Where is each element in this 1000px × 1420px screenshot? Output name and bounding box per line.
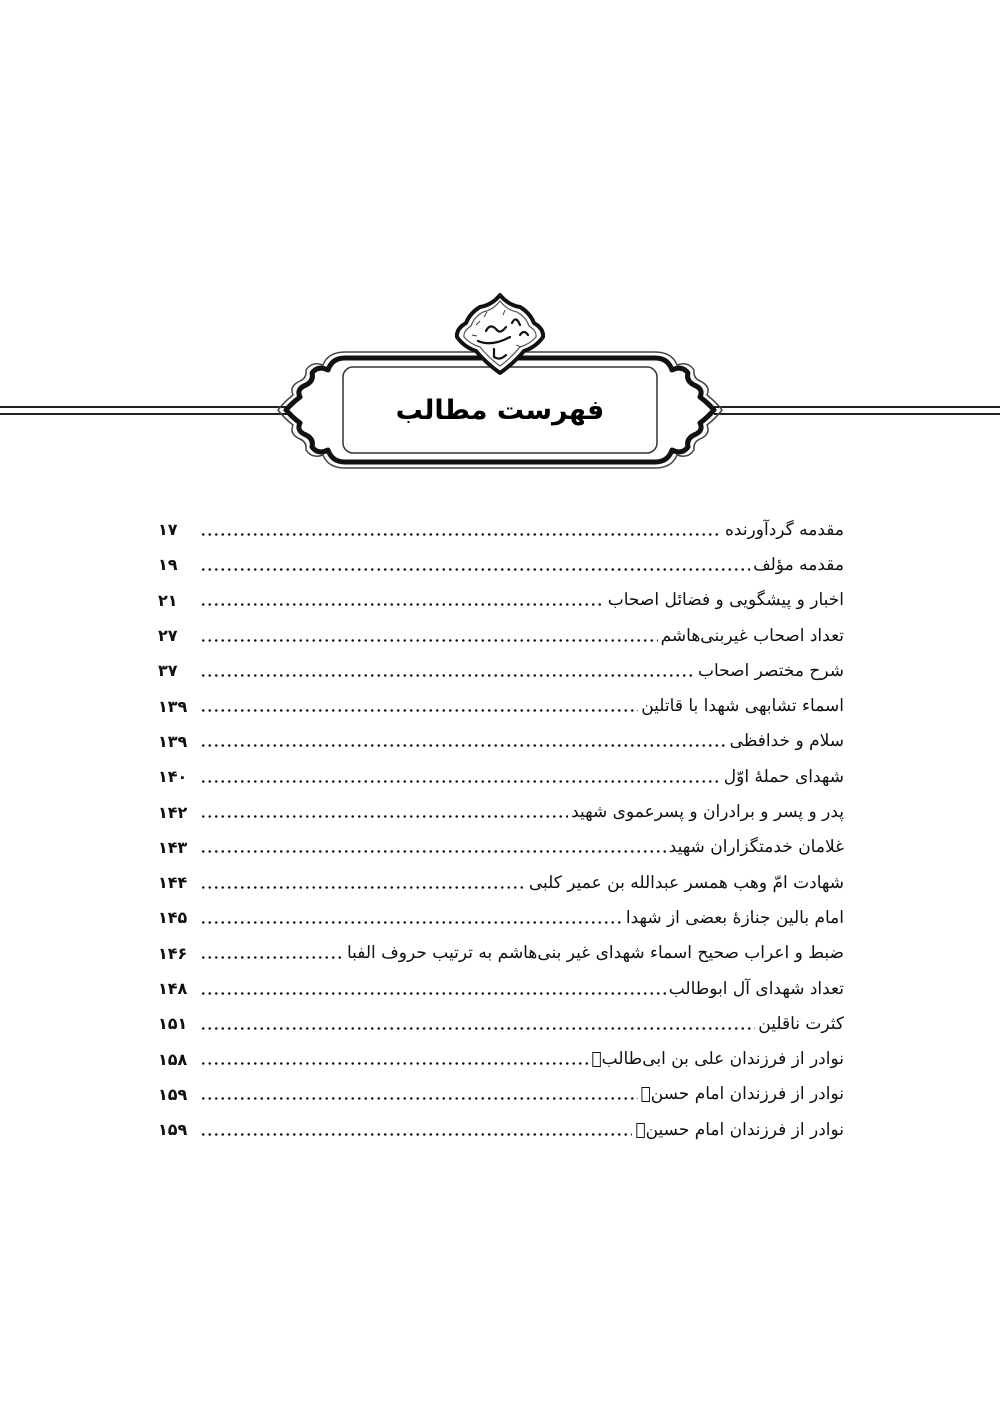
dot-leader bbox=[200, 626, 658, 646]
toc-entry-title: اسماء تشابهی شهدا با قاتلین bbox=[641, 696, 844, 717]
toc-entry[interactable] bbox=[158, 724, 844, 759]
toc-entry-title: نوادر از فرزندان علی بن ابی‌طالب﷣ bbox=[591, 1049, 844, 1070]
toc-entry[interactable] bbox=[158, 688, 844, 723]
toc-entry-title: غلامان خدمتگزاران شهید bbox=[668, 837, 844, 858]
dot-leader bbox=[200, 873, 526, 893]
page-title: فهرست مطالب bbox=[395, 395, 605, 426]
toc-entry-page-number: ۱۷ bbox=[158, 520, 178, 540]
toc-entry-page-number: ۱۴۵ bbox=[158, 908, 188, 928]
dot-leader bbox=[200, 1120, 632, 1140]
dot-leader bbox=[200, 696, 638, 716]
toc-entry-page-number: ۱۹ bbox=[158, 555, 178, 575]
toc-entry-title: سلام و خدافظی bbox=[729, 731, 844, 752]
title-cartouche bbox=[0, 285, 1000, 495]
toc-entry-page-number: ۱۴۸ bbox=[158, 979, 188, 998]
toc-entry-title: مقدمه مؤلف bbox=[753, 554, 844, 575]
dot-leader bbox=[200, 590, 605, 610]
table-of-contents bbox=[158, 512, 844, 1147]
dot-leader bbox=[200, 520, 722, 540]
toc-entry[interactable] bbox=[158, 1041, 844, 1076]
toc-entry-page-number: ۱۵۹ bbox=[158, 1120, 188, 1140]
dot-leader bbox=[200, 767, 721, 787]
toc-entry-page-number: ۱۴۲ bbox=[158, 802, 188, 822]
toc-entry-title: پدر و پسر و برادران و پسرعموی شهید bbox=[571, 802, 844, 823]
toc-entry[interactable] bbox=[158, 653, 844, 688]
toc-entry[interactable] bbox=[158, 1112, 844, 1147]
toc-entry-page-number: ۱۵۸ bbox=[158, 1049, 188, 1069]
toc-entry-title: تعداد شهدای آل ابوطالب bbox=[668, 978, 844, 999]
toc-entry-page-number: ۱۴۳ bbox=[158, 837, 188, 857]
toc-entry-title: شهدای حملهٔ اوّل bbox=[723, 766, 844, 787]
dot-leader bbox=[200, 731, 727, 751]
toc-entry-title: شرح مختصر اصحاب bbox=[697, 660, 844, 681]
cartouche-frame-graphic bbox=[0, 285, 1000, 495]
dot-leader bbox=[200, 943, 344, 963]
toc-entry-page-number: ۲۷ bbox=[158, 626, 178, 646]
toc-entry-title: نوادر از فرزندان امام حسین﷣ bbox=[635, 1119, 844, 1140]
toc-entry[interactable] bbox=[158, 830, 844, 865]
toc-entry-page-number: ۱۴۴ bbox=[158, 873, 188, 893]
toc-entry-title: امام بالین جنازهٔ بعضی از شهدا bbox=[625, 907, 844, 928]
toc-entry-title: ضبط و اعراب صحیح اسماء شهدای غیر بنی‌هاشم به ترتیب حروف الفبا bbox=[346, 943, 844, 964]
toc-entry[interactable] bbox=[158, 512, 844, 547]
toc-entry-title: کثرت ناقلین bbox=[758, 1013, 844, 1034]
toc-entry-page-number: ۱۳۹ bbox=[158, 731, 188, 751]
toc-entry-page-number: ۱۳۹ bbox=[158, 696, 188, 716]
toc-entry-title: نوادر از فرزندان امام حسن﷣ bbox=[640, 1084, 844, 1105]
toc-entry[interactable] bbox=[158, 618, 844, 653]
toc-entry[interactable] bbox=[158, 547, 844, 582]
toc-entry[interactable] bbox=[158, 1077, 844, 1112]
toc-entry[interactable] bbox=[158, 971, 844, 1006]
toc-entry[interactable] bbox=[158, 900, 844, 935]
dot-leader bbox=[200, 661, 695, 681]
toc-entry[interactable] bbox=[158, 759, 844, 794]
toc-entry[interactable] bbox=[158, 936, 844, 971]
toc-entry-page-number: ۲۱ bbox=[158, 590, 178, 610]
toc-entry-page-number: ۱۴۰ bbox=[158, 767, 188, 787]
toc-entry-title: اخبار و پیشگویی و فضائل اصحاب bbox=[607, 590, 844, 611]
toc-entry[interactable] bbox=[158, 1006, 844, 1041]
dot-leader bbox=[200, 837, 666, 857]
toc-entry-page-number: ۳۷ bbox=[158, 661, 178, 681]
dot-leader bbox=[200, 908, 623, 928]
toc-entry-page-number: ۱۵۹ bbox=[158, 1084, 188, 1104]
dot-leader bbox=[200, 555, 750, 575]
dot-leader bbox=[200, 1049, 588, 1069]
dot-leader bbox=[200, 802, 568, 822]
toc-entry-title: مقدمه گردآورنده bbox=[725, 519, 844, 540]
dot-leader bbox=[200, 979, 666, 999]
toc-entry-page-number: ۱۴۶ bbox=[158, 943, 188, 963]
toc-entry-page-number: ۱۵۱ bbox=[158, 1014, 188, 1034]
toc-entry[interactable] bbox=[158, 865, 844, 900]
toc-entry-title: تعداد اصحاب غیربنی‌هاشم bbox=[660, 625, 844, 646]
toc-entry[interactable] bbox=[158, 794, 844, 829]
dot-leader bbox=[200, 1084, 638, 1104]
toc-entry-title: شهادت امّ وهب همسر عبدالله بن عمیر کلبی bbox=[528, 872, 844, 893]
dot-leader bbox=[200, 1014, 755, 1034]
toc-entry[interactable] bbox=[158, 583, 844, 618]
